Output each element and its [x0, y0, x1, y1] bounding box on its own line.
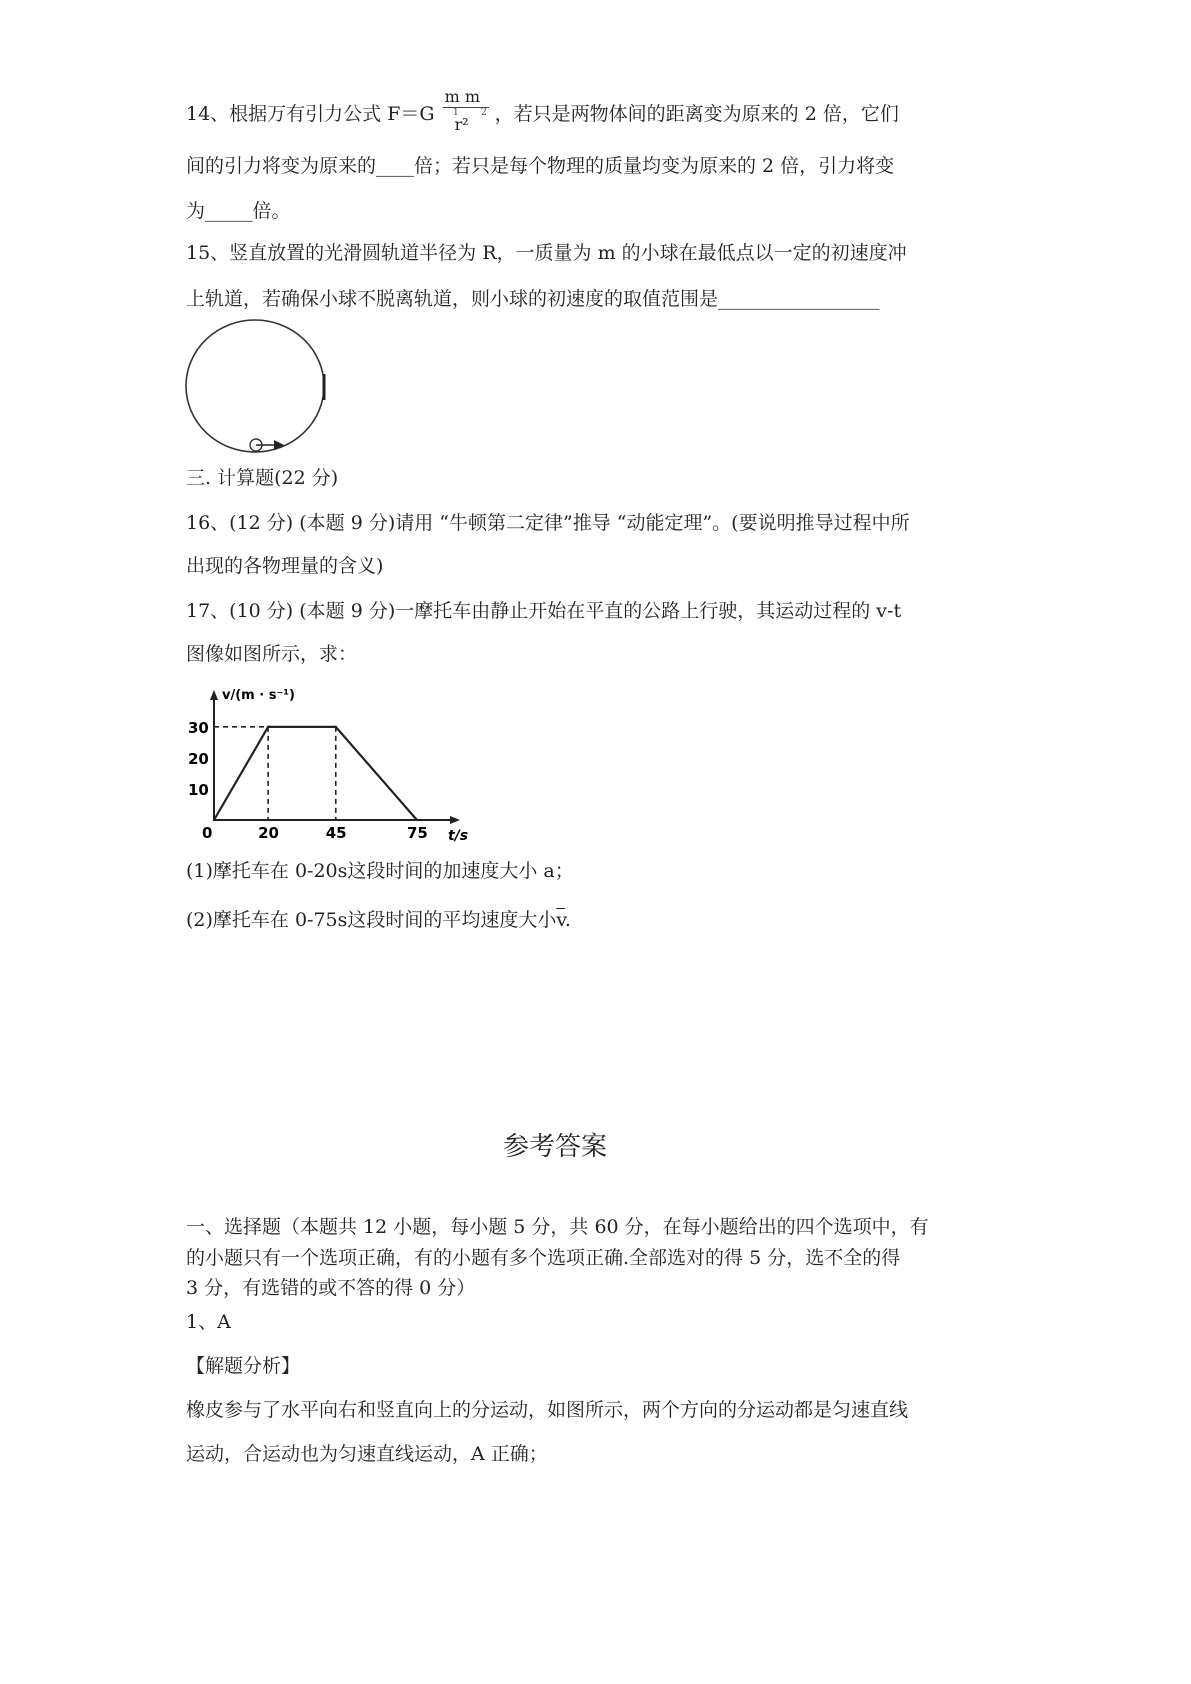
circular-track-figure: [180, 316, 332, 456]
fraction-bar: [443, 107, 489, 108]
q16-line2: 出现的各物理量的含义): [186, 555, 384, 577]
q17-sub1: (1)摩托车在 0-20s这段时间的加速度大小 a；: [186, 860, 574, 882]
answers-section1-line2: 的小题只有一个选项正确，有的小题有多个选项正确.全部选对的得 5 分，选不全的得: [186, 1247, 901, 1269]
q17-line2: 图像如图所示，求：: [186, 643, 358, 665]
fraction-numerator: m m: [444, 87, 481, 106]
series-point: [416, 819, 418, 821]
chart-series: [213, 726, 418, 822]
q14-line1: [186, 87, 899, 134]
x-axis-arrow: [450, 816, 460, 824]
q15-line2: 上轨道，若确保小球不脱离轨道，则小球的初速度的取值范围是_________________: [186, 288, 880, 310]
circular-track: [186, 320, 324, 452]
x-tick-label: 20: [258, 824, 279, 842]
y-tick-label: 20: [188, 749, 209, 768]
q14-suffix: ，若只是两物体间的距离变为原来的 2 倍，它们: [494, 103, 899, 125]
average-velocity-symbol: $\overline{v}$: [556, 909, 565, 931]
velocity-series-line: [214, 727, 417, 820]
analysis-line2: 运动，合运动也为匀速直线运动，A 正确；: [186, 1443, 548, 1465]
fraction-subscript-2: 2: [480, 107, 487, 118]
chart-xlabel: t/s: [448, 828, 469, 844]
gravitation-fraction: [441, 87, 489, 134]
series-point: [267, 726, 269, 728]
answers-section1-line1: 一、选择题（本题共 12 小题，每小题 5 分，共 60 分，在每小题给出的四个选项中，有: [186, 1216, 929, 1238]
series-point: [335, 726, 337, 728]
series-point: [213, 819, 215, 821]
answers-title: 参考答案: [502, 1132, 607, 1162]
y-tick-label: 30: [188, 718, 209, 737]
fraction-subscript-1: 1: [452, 107, 459, 118]
fraction-denominator: r²: [454, 115, 469, 134]
analysis-heading: 【解题分析】: [186, 1355, 301, 1377]
y-tick-label: 10: [188, 780, 209, 799]
analysis-line1: 橡皮参与了水平向右和竖直向上的分运动，如图所示，两个方向的分运动都是匀速直线: [186, 1399, 909, 1421]
q17-line1: 17、(10 分) (本题 9 分)一摩托车由静止开始在平直的公路上行驶，其运动过程的 v-t: [186, 600, 902, 622]
vt-chart: [180, 685, 469, 844]
q17-sub2-suffix: .: [564, 909, 571, 931]
q17-sub2-prefix: (2)摩托车在 0-75s这段时间的平均速度大小: [186, 909, 557, 931]
answers-section1-line3: 3 分，有选错的或不答的得 0 分）: [186, 1277, 476, 1299]
section3-heading: 三. 计算题(22 分): [186, 467, 339, 489]
x-tick-label: 0: [202, 824, 213, 842]
q14-line3: 为_____倍。: [186, 200, 291, 222]
q14-prefix: 14、根据万有引力公式 F＝G: [186, 103, 435, 125]
y-axis-arrow: [210, 690, 218, 700]
q16-line1: 16、(12 分) (本题 9 分)请用 “牛顿第二定律”推导 “动能定理”。(要说明推导过程中所: [186, 512, 910, 534]
q15-line1: 15、竖直放置的光滑圆轨道半径为 R，一质量为 m 的小球在最低点以一定的初速度冲: [186, 242, 907, 264]
chart-guides: [214, 727, 336, 820]
x-tick-label: 75: [406, 824, 428, 842]
answer-item-1: 1、A: [186, 1311, 231, 1333]
q14-line2: 间的引力将变为原来的____倍；若只是每个物理的质量均变为原来的 2 倍，引力将变: [186, 155, 895, 177]
x-tick-label: 45: [325, 824, 347, 842]
chart-ylabel: v/(m · s⁻¹): [222, 688, 295, 703]
chart-ticks: [188, 719, 428, 842]
q17-sub2: [186, 906, 571, 934]
